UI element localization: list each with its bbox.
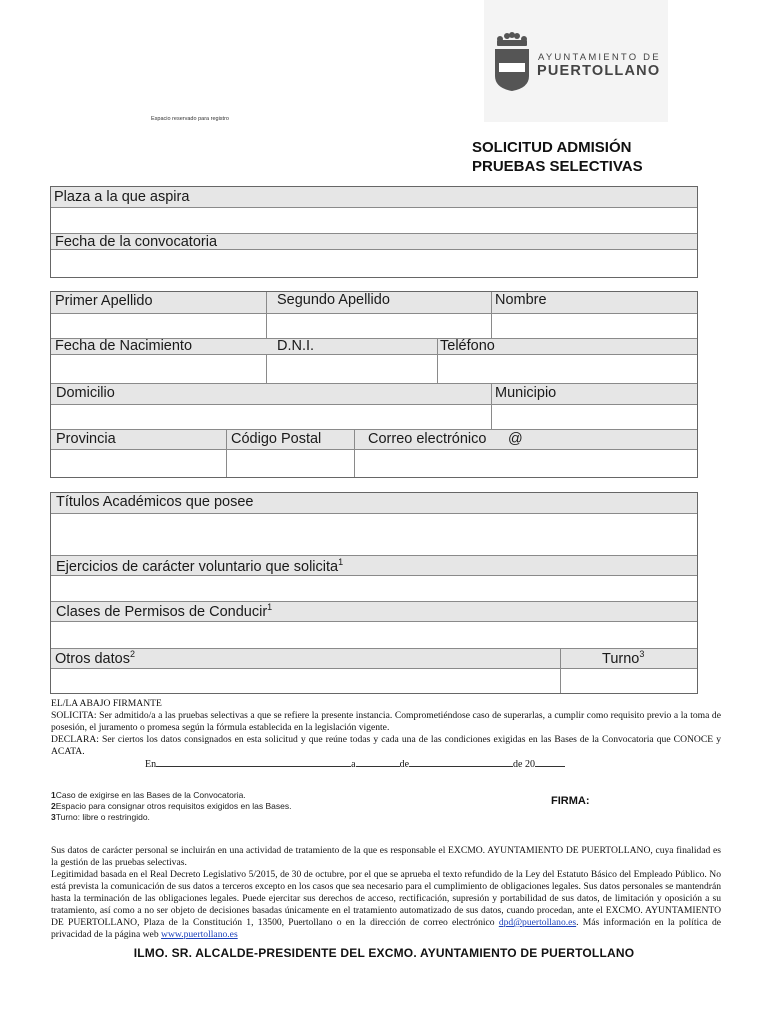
- plaza-input[interactable]: [51, 208, 697, 233]
- footnote-3: 3Turno: libre o restringido.: [51, 812, 150, 822]
- plaza-label: Plaza a la que aspira: [54, 189, 190, 205]
- domicilio-label: Domicilio: [56, 385, 115, 401]
- firma-label: FIRMA:: [551, 795, 590, 807]
- otros-input[interactable]: [51, 669, 560, 693]
- titulos-label: Títulos Académicos que posee: [56, 494, 254, 510]
- form-subtitle: PRUEBAS SELECTIVAS: [472, 158, 643, 175]
- nombre-input[interactable]: [492, 314, 697, 339]
- fecha-nacimiento-input[interactable]: [51, 355, 266, 384]
- provincia-input[interactable]: [51, 450, 226, 477]
- year-field[interactable]: [535, 756, 565, 767]
- otros-label: Otros datos$^2$: [55, 649, 135, 667]
- correo-input[interactable]: [355, 450, 697, 477]
- solicita-text: SOLICITA: Ser admitido/a a las pruebas selectivas a que se refiere la presente instancia. Comprometiéndose caso de superarlas, a cumplir como requisito previo a la toma de posesión, el juramento o promesa según la fórmula establecida en la legislación vigente.: [51, 710, 721, 733]
- personal-data-section: [50, 291, 698, 478]
- date-line: En a de de 20: [145, 756, 565, 770]
- fecha-convocatoria-input[interactable]: [51, 250, 697, 277]
- fecha-convocatoria-label: Fecha de la convocatoria: [55, 234, 218, 250]
- logo-text-puertollano: PUERTOLLANO: [537, 63, 661, 79]
- primer-apellido-input[interactable]: [51, 314, 266, 339]
- codigo-postal-input[interactable]: [227, 450, 354, 477]
- permisos-label: Clases de Permisos de Conducir$^1$: [56, 602, 273, 620]
- correo-label: Correo electrónico: [368, 431, 487, 447]
- titulos-header: [51, 493, 697, 514]
- permisos-header: [51, 601, 697, 622]
- at-icon: @: [508, 431, 523, 447]
- turno-input[interactable]: [561, 669, 697, 693]
- footnote-1: 1Caso de exigirse en las Bases de la Convocatoria.: [51, 790, 246, 800]
- turno-label: Turno$^3$: [602, 649, 645, 667]
- privacy-p1: Sus datos de carácter personal se incluirán en una actividad de tratamiento de la que es responsable el EXCMO. AYUNTAMIENTO DE PUERTOLLANO, cuya finalidad es la gestión de las pruebas selectivas.: [51, 845, 721, 868]
- segundo-apellido-label: Segundo Apellido: [277, 292, 390, 308]
- website-link[interactable]: www.puertollano.es: [161, 929, 238, 940]
- names-header: [51, 292, 697, 314]
- permisos-input[interactable]: [51, 622, 697, 649]
- plaza-header: [51, 187, 697, 208]
- day-field[interactable]: [356, 756, 400, 767]
- domicilio-input[interactable]: [51, 405, 491, 430]
- firmante-text: EL/LA ABAJO FIRMANTE: [51, 698, 162, 709]
- municipio-label: Municipio: [495, 385, 557, 401]
- coat-of-arms-icon: [493, 32, 531, 92]
- otros-header: [51, 648, 697, 669]
- dpd-email-link[interactable]: dpd@puertollano.es: [498, 917, 577, 928]
- provincia-header: [51, 429, 697, 450]
- addressee-footer: ILMO. SR. ALCALDE-PRESIDENTE DEL EXCMO. AYUNTAMIENTO DE PUERTOLLANO: [133, 946, 635, 960]
- fecha-nacimiento-label: Fecha de Nacimiento: [55, 338, 193, 354]
- convocatoria-section: [50, 186, 698, 278]
- codigo-postal-label: Código Postal: [231, 431, 322, 447]
- footnote-2: 2Espacio para consignar otros requisitos exigidos en las Bases.: [51, 801, 292, 811]
- academic-section: [50, 492, 698, 694]
- footnotes: [51, 790, 292, 823]
- registro-label: Espacio reservado para registro: [151, 116, 229, 122]
- declaration-block: [51, 698, 721, 758]
- dni-label: D.N.I.: [277, 338, 315, 354]
- dni-input[interactable]: [267, 355, 437, 384]
- provincia-label: Provincia: [56, 431, 116, 447]
- birth-dni-header: [51, 338, 697, 355]
- municipio-input[interactable]: [492, 405, 697, 430]
- fecha-convocatoria-header: [51, 233, 697, 250]
- domicilio-header: [51, 383, 697, 405]
- privacy-block: [51, 845, 721, 941]
- ejercicios-header: [51, 555, 697, 576]
- titulos-input[interactable]: [51, 514, 697, 556]
- telefono-label: Teléfono: [440, 338, 495, 354]
- place-field[interactable]: [156, 756, 351, 767]
- segundo-apellido-input[interactable]: [267, 314, 491, 339]
- ejercicios-label: Ejercicios de carácter voluntario que solicita$^1$: [56, 557, 344, 575]
- telefono-input[interactable]: [438, 355, 697, 384]
- logo-text-ayuntamiento: AYUNTAMIENTO DE: [538, 52, 661, 63]
- declara-text: DECLARA: Ser ciertos los datos consignados en esta solicitud y que reúne todas y cada una de las condiciones exigidas en las Bases de la Convocatoria que CONOCE y ACATA.: [51, 734, 721, 757]
- privacy-p2: Legitimidad basada en el Real Decreto Legislativo 5/2015, de 30 de octubre, por el que se aprueba el texto refundido de la Ley del Estatuto Básico del Empleado Público. No está prevista la comunicación de sus datos a terceros excepto en los casos que sea necesario para el cumplimiento de obligaciones legales. Sus datos personales se mantendrán hasta la terminación de las obligaciones legales. Puede ejercitar sus derechos de acceso, rectificación, supresión y portabilidad de sus datos, de limitación y oposición a su tratamiento, así como a no ser objeto de decisiones basadas únicamente en el tratamiento automatizado de sus datos, cuando procedan, ante el EXCMO. AYUNTAMIENTO DE PUERTOLLANO, Plaza de la Constitución 1, 13500, Puertollano o en la dirección de correo electrónico dpd@puertollano.es. Más información en la política de privacidad de la página web www.puertollano.es: [51, 869, 721, 940]
- month-field[interactable]: [409, 756, 513, 767]
- primer-apellido-label: Primer Apellido: [55, 293, 153, 309]
- form-title: SOLICITUD ADMISIÓN: [472, 139, 632, 156]
- ejercicios-input[interactable]: [51, 576, 697, 602]
- nombre-label: Nombre: [495, 292, 547, 308]
